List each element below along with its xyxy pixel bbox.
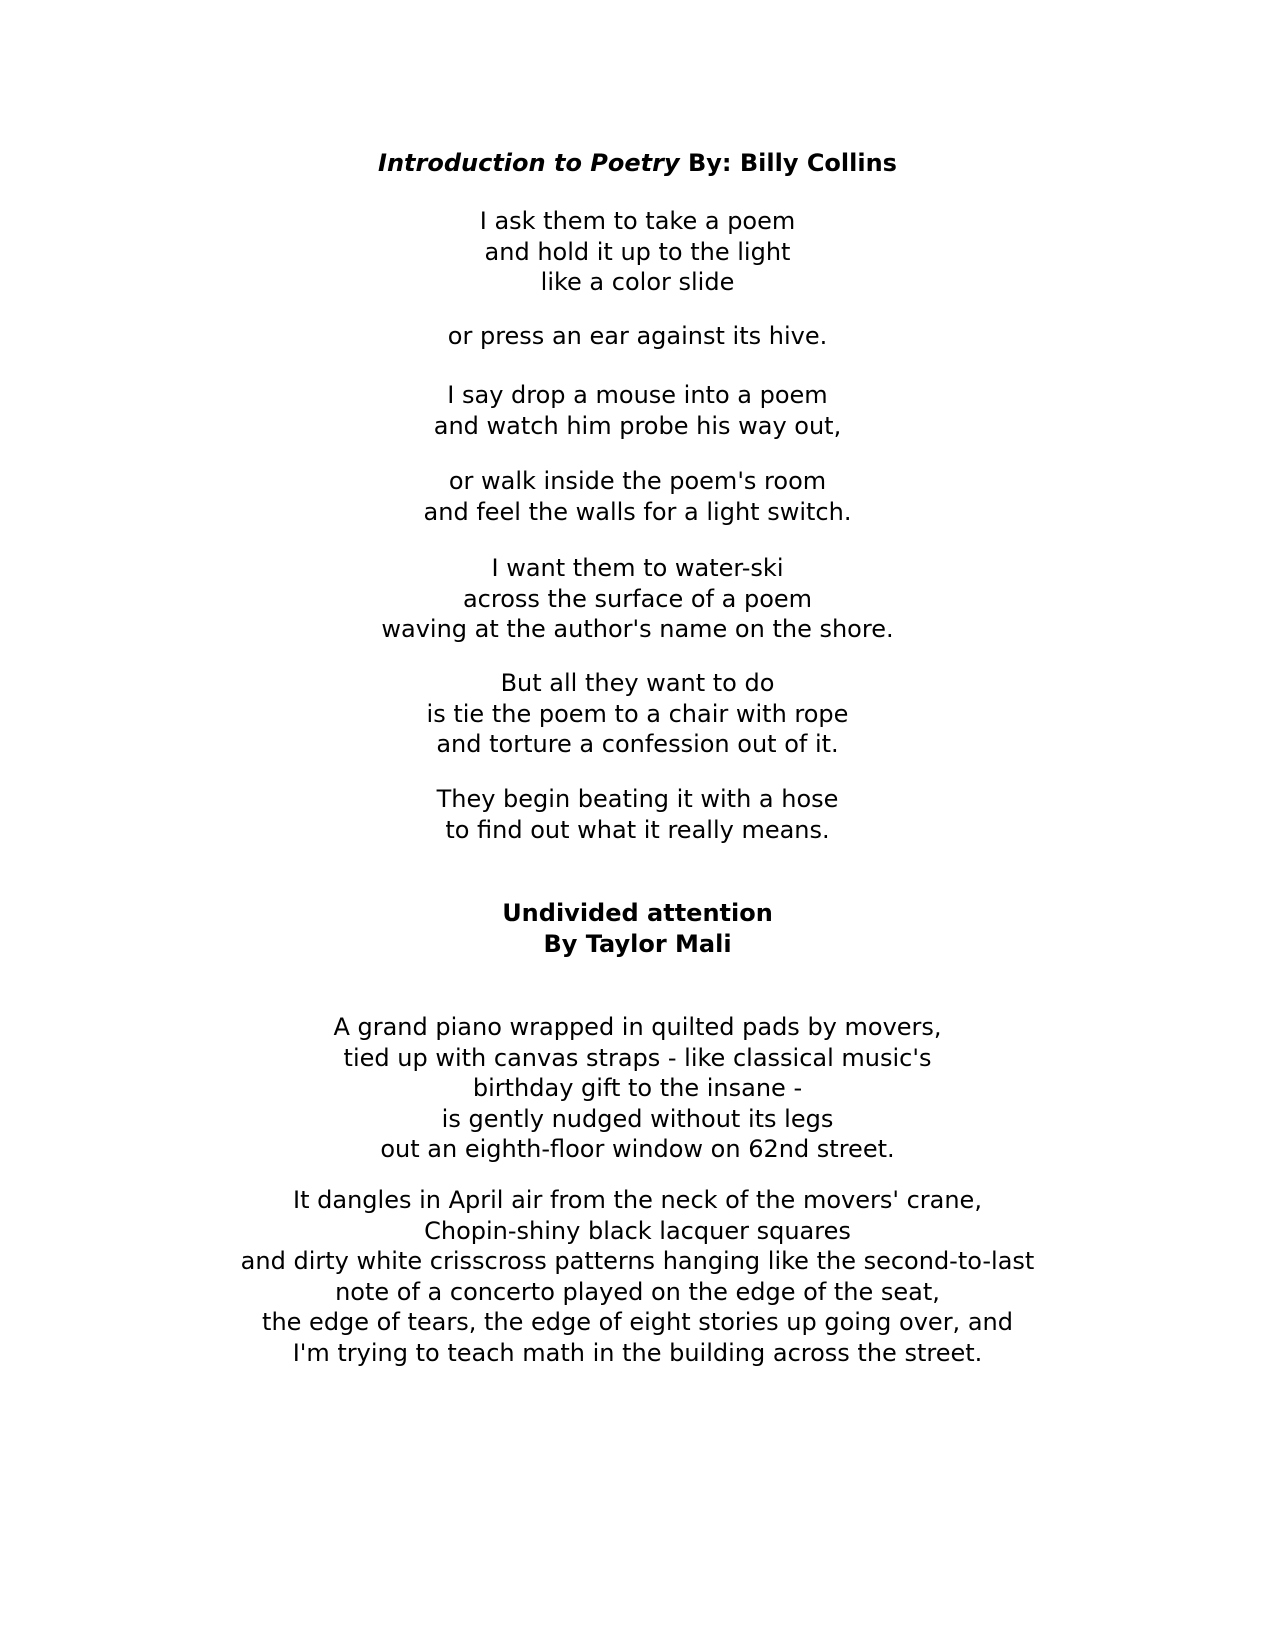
poem-line: I want them to water-ski	[491, 554, 784, 582]
poem-line: A grand piano wrapped in quilted pads by movers,	[333, 1013, 942, 1041]
poem-line: note of a concerto played on the edge of the seat,	[335, 1277, 940, 1306]
poem1-title-italic: Introduction to Poetry	[378, 149, 680, 177]
poem1-byline: By: Billy Collins	[679, 149, 897, 177]
poem-line: and torture a confession out of it.	[436, 730, 839, 758]
poem-line: or walk inside the poem's room	[448, 467, 827, 495]
poem-line: and hold it up to the light	[484, 237, 791, 266]
poem-line: I say drop a mouse into a poem	[447, 381, 828, 409]
poem2-stanza	[0, 1185, 1275, 1368]
poem-line: It dangles in April air from the neck of the movers' crane,	[293, 1186, 982, 1214]
poem-line: is gently nudged without its legs	[441, 1104, 834, 1133]
poem2-title: Undivided attention	[502, 899, 773, 927]
poem-line: and watch him probe his way out,	[433, 411, 842, 440]
poem-line: I'm trying to teach math in the building across the street.	[292, 1338, 983, 1367]
poem1-stanza	[0, 466, 1275, 527]
poem1-title	[0, 148, 1275, 179]
poem-line: They begin beating it with a hose	[436, 785, 839, 813]
poem-line: But all they want to do	[500, 669, 775, 697]
poem1-stanza	[0, 553, 1275, 645]
poem-line: tied up with canvas straps - like classical music's	[343, 1043, 932, 1072]
poem-line: waving at the author's name on the shore.	[381, 615, 894, 643]
poem-line: out an eighth-floor window on 62nd street.	[380, 1135, 895, 1163]
poem1-stanza	[0, 784, 1275, 845]
poem2-heading	[0, 898, 1275, 959]
poem-line: or press an ear against its hive.	[447, 322, 828, 350]
poem-line: across the surface of a poem	[462, 584, 813, 613]
poem-line: the edge of tears, the edge of eight stories up going over, and	[262, 1308, 1013, 1336]
poem1-stanza	[0, 380, 1275, 441]
poem1-stanza	[0, 206, 1275, 298]
poem-line: to find out what it really means.	[445, 815, 830, 844]
poem1-stanza	[0, 321, 1275, 352]
poem-line: birthday gift to the insane -	[472, 1074, 803, 1102]
poem-line: Chopin-shiny black lacquer squares	[424, 1216, 851, 1245]
poem-line: is tie the poem to a chair with rope	[426, 699, 849, 728]
poem2-byline: By Taylor Mali	[543, 929, 732, 958]
poem-line: and dirty white crisscross patterns hanging like the second-to-last	[240, 1247, 1035, 1275]
poem-line: and feel the walls for a light switch.	[423, 497, 852, 526]
poem2-stanza	[0, 1012, 1275, 1165]
poem1-stanza	[0, 668, 1275, 760]
poem-line: like a color slide	[540, 268, 735, 296]
poem-line: I ask them to take a poem	[479, 207, 796, 235]
